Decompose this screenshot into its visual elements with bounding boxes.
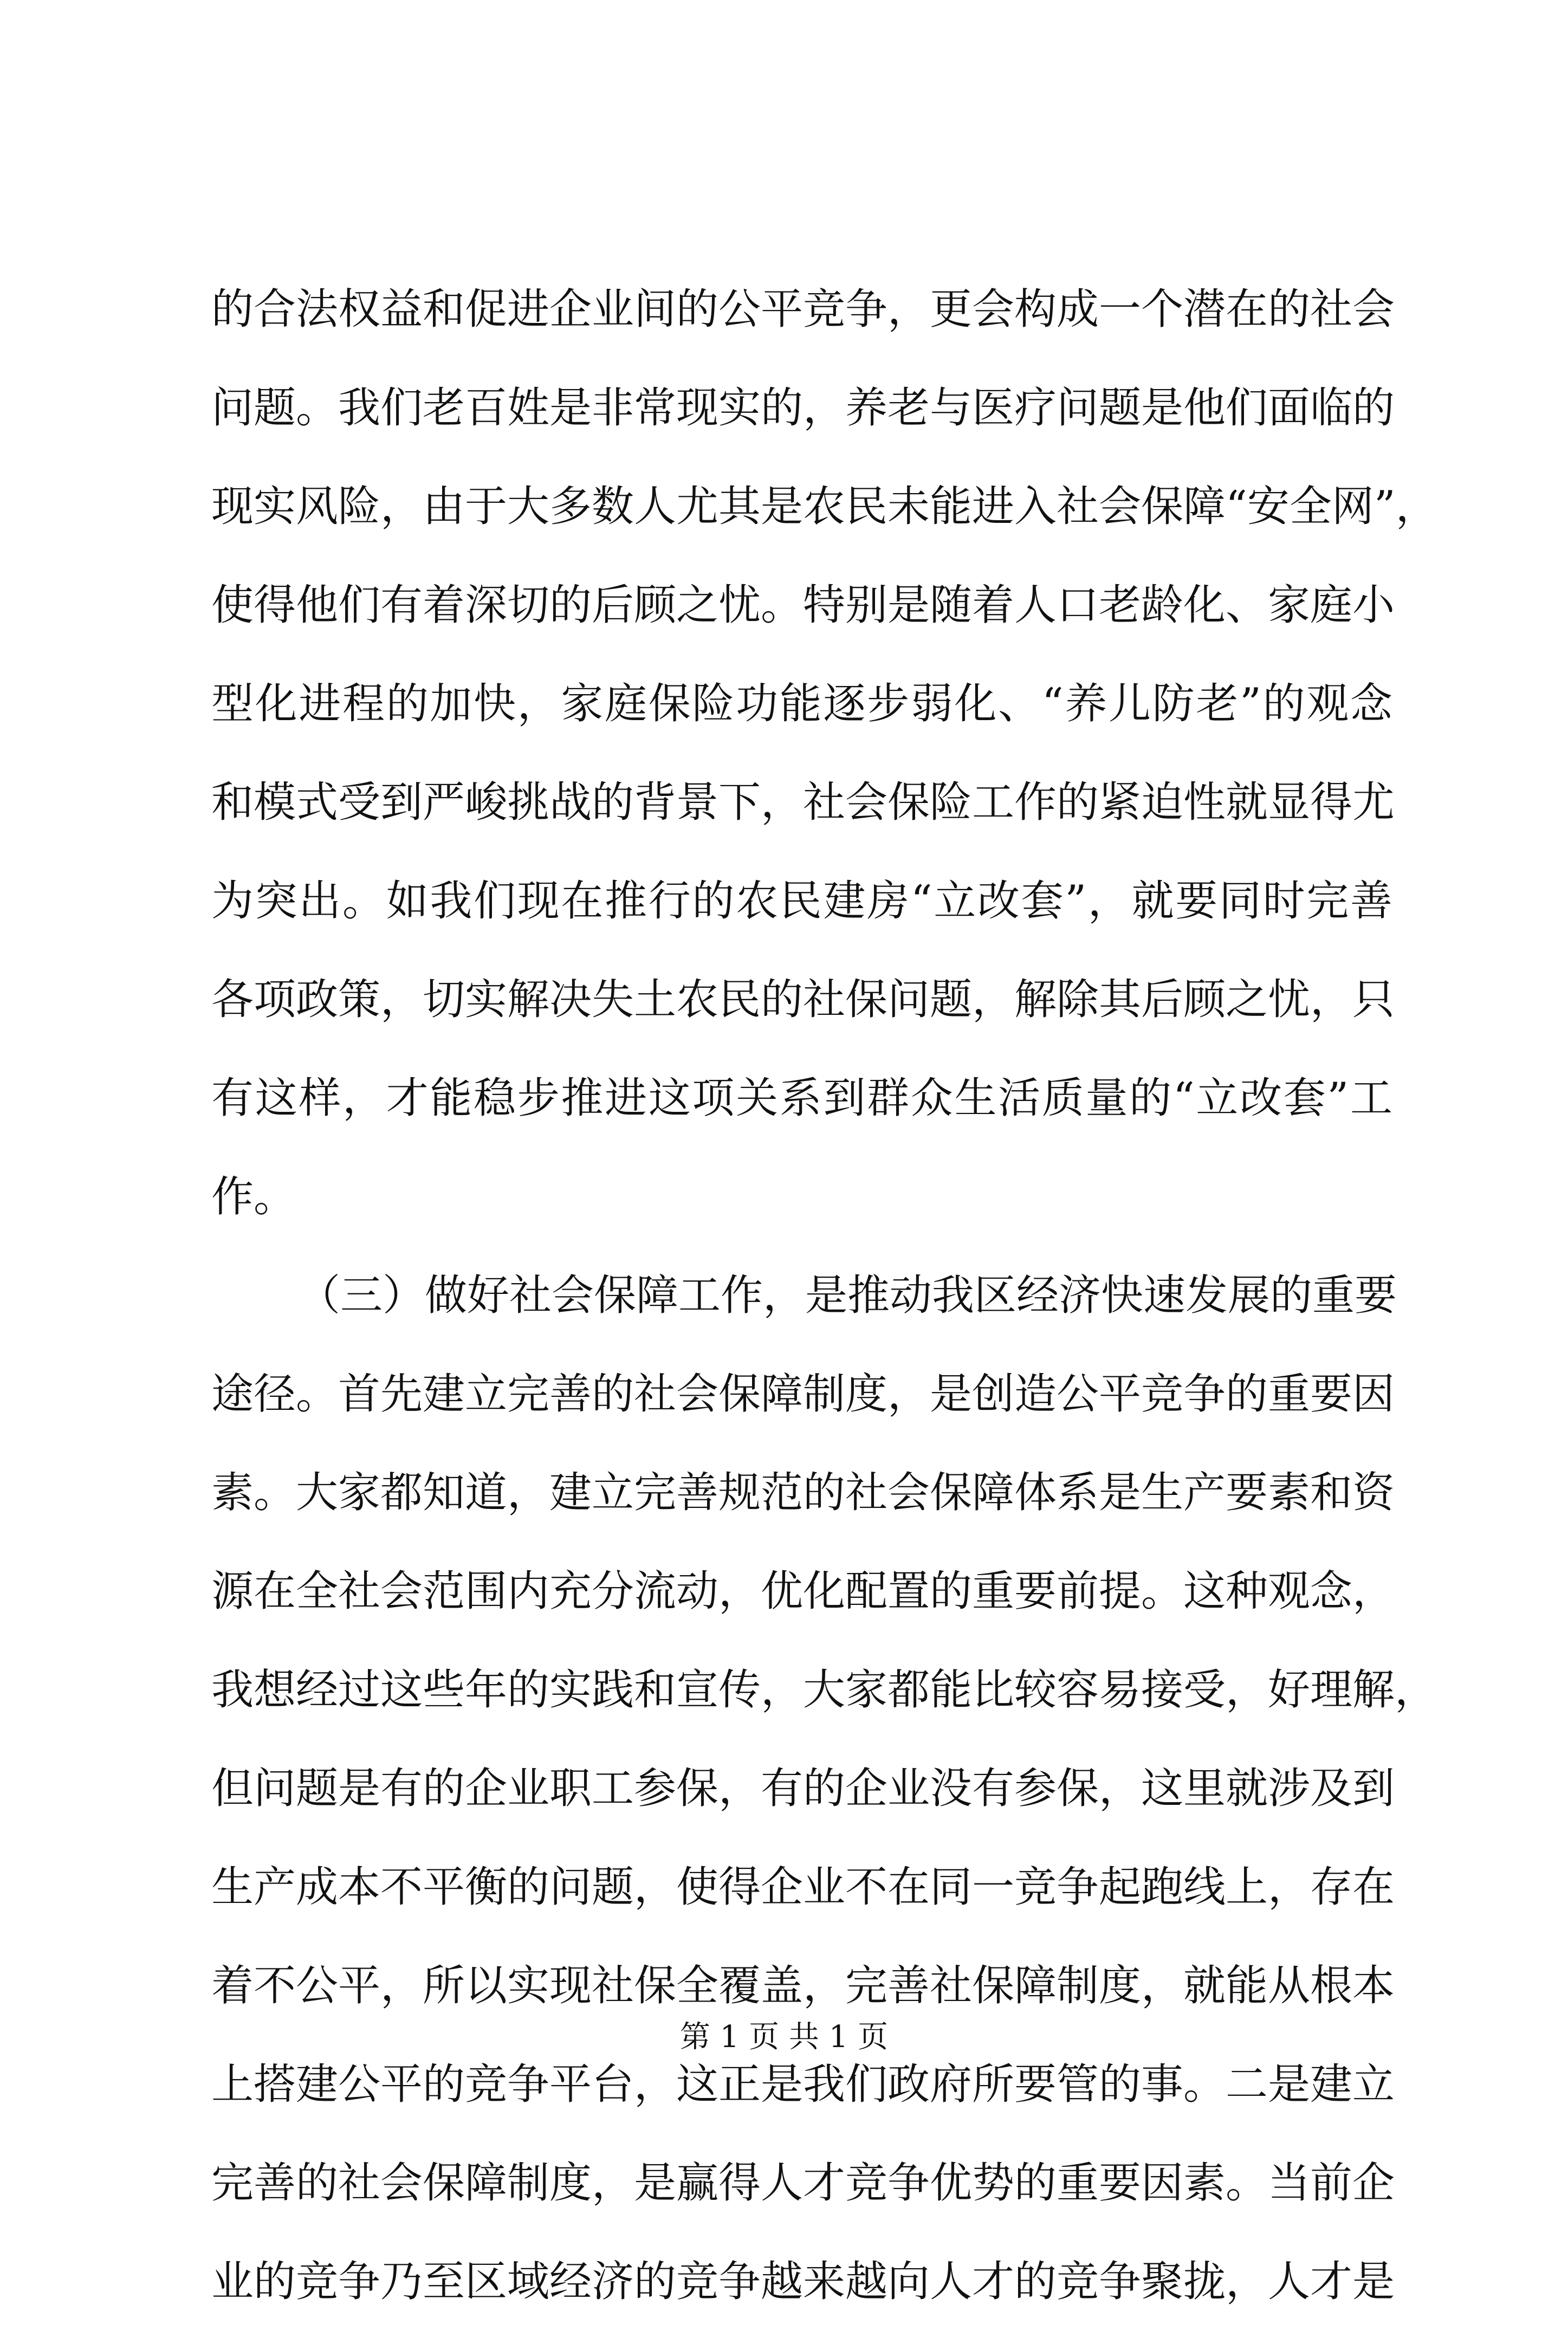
text-line: 使得他们有着深切的后顾之忧。特别是随着人口老龄化、家庭小 — [211, 581, 1395, 630]
text-line: 问题。我们老百姓是非常现实的，养老与医疗问题是他们面临的 — [211, 384, 1395, 432]
text-line: 途径。首先建立完善的社会保障制度，是创造公平竞争的重要因 — [211, 1370, 1395, 1419]
text-line: 但问题是有的企业职工参保，有的企业没有参保，这里就涉及到 — [211, 1764, 1395, 1813]
page-number-label: 第 1 页 共 1 页 — [679, 2019, 889, 2055]
text-line: 型化进程的加快，家庭保险功能逐步弱化、“养儿防老”的观念 — [211, 679, 1392, 728]
text-line: 业的竞争乃至区域经济的竞争越来越向人才的竞争聚拢，人才是 — [211, 2257, 1395, 2306]
text-line: 我想经过这些年的实践和宣传，大家都能比较容易接受，好理解， — [211, 1666, 1437, 1714]
section-heading-line: （三）做好社会保障工作，是推动我区经济快速发展的重要 — [298, 1271, 1397, 1320]
page-footer — [0, 2016, 1568, 2059]
text-line: 上搭建公平的竞争平台，这正是我们政府所要管的事。二是建立 — [211, 2060, 1395, 2109]
text-line: 作。 — [211, 1173, 296, 1221]
text-line: 和模式受到严峻挑战的背景下，社会保险工作的紧迫性就显得尤 — [211, 778, 1395, 827]
text-line: 生产成本不平衡的问题，使得企业不在同一竞争起跑线上，存在 — [211, 1863, 1395, 1912]
text-line: 的合法权益和促进企业间的公平竞争，更会构成一个潜在的社会 — [211, 285, 1395, 334]
text-line: 有这样，才能稳步推进这项关系到群众生活质量的“立改套”工 — [211, 1074, 1392, 1123]
text-line: 各项政策，切实解决失土农民的社保问题，解除其后顾之忧，只 — [211, 975, 1395, 1024]
text-line: 完善的社会保障制度，是赢得人才竞争优势的重要因素。当前企 — [211, 2159, 1395, 2207]
text-line: 为突出。如我们现在推行的农民建房“立改套”，就要同时完善 — [211, 877, 1392, 925]
text-line: 素。大家都知道，建立完善规范的社会保障体系是生产要素和资 — [211, 1468, 1395, 1517]
text-line: 着不公平，所以实现社保全覆盖，完善社保障制度，就能从根本 — [211, 1961, 1395, 2010]
text-line: 源在全社会范围内充分流动，优化配置的重要前提。这种观念， — [211, 1567, 1395, 1616]
text-line: 现实风险，由于大多数人尤其是农民未能进入社会保障“安全网”， — [211, 482, 1438, 531]
